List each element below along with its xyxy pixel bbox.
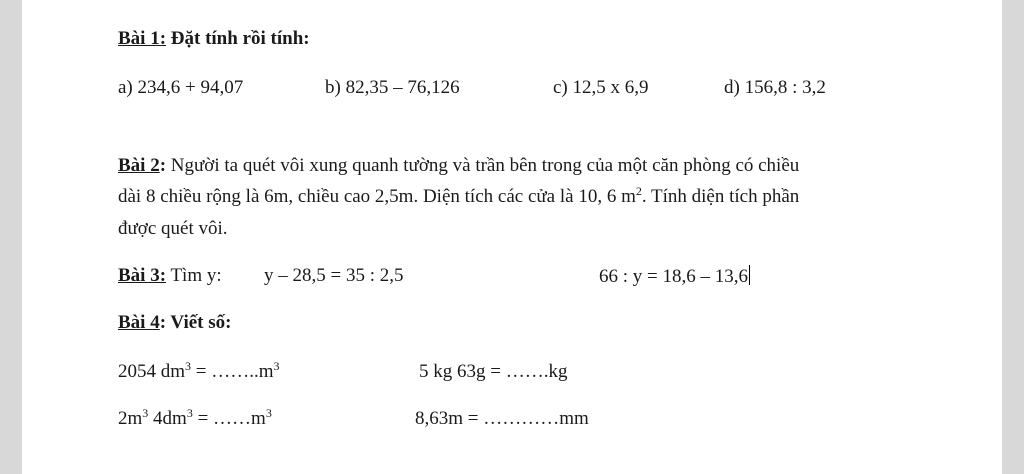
bai4-row2-col2: 8,63m = …………mm (415, 408, 589, 429)
bai4-r2c1-sup: 3 (142, 406, 149, 420)
bai2-text-line2b: . Tính diện tích phần (641, 186, 800, 207)
bai4-r2c1-text3: = ……m (192, 408, 266, 429)
bai2-text-line1: Người ta quét vôi xung quanh tường và trần bên trong của một căn phòng có chiều (166, 155, 800, 176)
bai4-r1c1-sup2: 3 (273, 359, 280, 373)
bai2-colon: : (159, 155, 167, 176)
bai3-heading (118, 265, 222, 287)
bai2-line3: được quét vôi. (118, 218, 228, 239)
bai4-r1c1-text: 2054 dm (118, 361, 186, 382)
bai4-row2-col1 (118, 408, 272, 430)
document-page (22, 0, 1002, 474)
bai1-item-b: b) 82,35 – 76,126 (325, 77, 460, 98)
text-cursor (749, 265, 750, 285)
bai4-label: Bài 4 (118, 312, 160, 333)
bai4-row1-col1 (118, 361, 280, 383)
bai3-equation-1: y – 28,5 = 35 : 2,5 (264, 265, 404, 286)
bai4-r2c1-text: 2m (118, 408, 143, 429)
bai1-label: Bài 1: (118, 28, 167, 49)
bai2-sup: 2 (635, 184, 642, 198)
bai4-title: : Viết số: (159, 312, 232, 333)
bai4-heading (118, 312, 231, 334)
bai2-label: Bài 2 (118, 155, 160, 176)
bai4-r1c1-sup: 3 (185, 359, 192, 373)
bai4-row1-col2: 5 kg 63g = …….kg (419, 361, 568, 382)
bai2-text-line2a: dài 8 chiều rộng là 6m, chiều cao 2,5m. Diện tích các cửa là 10, 6 m (118, 186, 636, 207)
bai4-r1c1-text2: = ……..m (191, 361, 274, 382)
bai2-line2 (118, 186, 799, 208)
bai4-r2c1-sup2: 3 (186, 406, 193, 420)
bai2-line1 (118, 155, 799, 177)
bai1-item-d: d) 156,8 : 3,2 (724, 77, 826, 98)
bai3-prompt: Tìm y: (166, 265, 222, 286)
bai1-heading (118, 28, 310, 50)
bai3-equation-2-text: 66 : y = 18,6 – 13,6 (599, 266, 748, 287)
bai3-label: Bài 3: (118, 265, 167, 286)
bai4-r2c1-sup3: 3 (265, 406, 272, 420)
bai4-r2c1-text2: 4dm (148, 408, 187, 429)
bai1-item-c: c) 12,5 x 6,9 (553, 77, 649, 98)
bai1-item-a: a) 234,6 + 94,07 (118, 77, 244, 98)
bai3-equation-2 (599, 265, 750, 288)
bai1-title: Đặt tính rồi tính: (166, 28, 310, 49)
